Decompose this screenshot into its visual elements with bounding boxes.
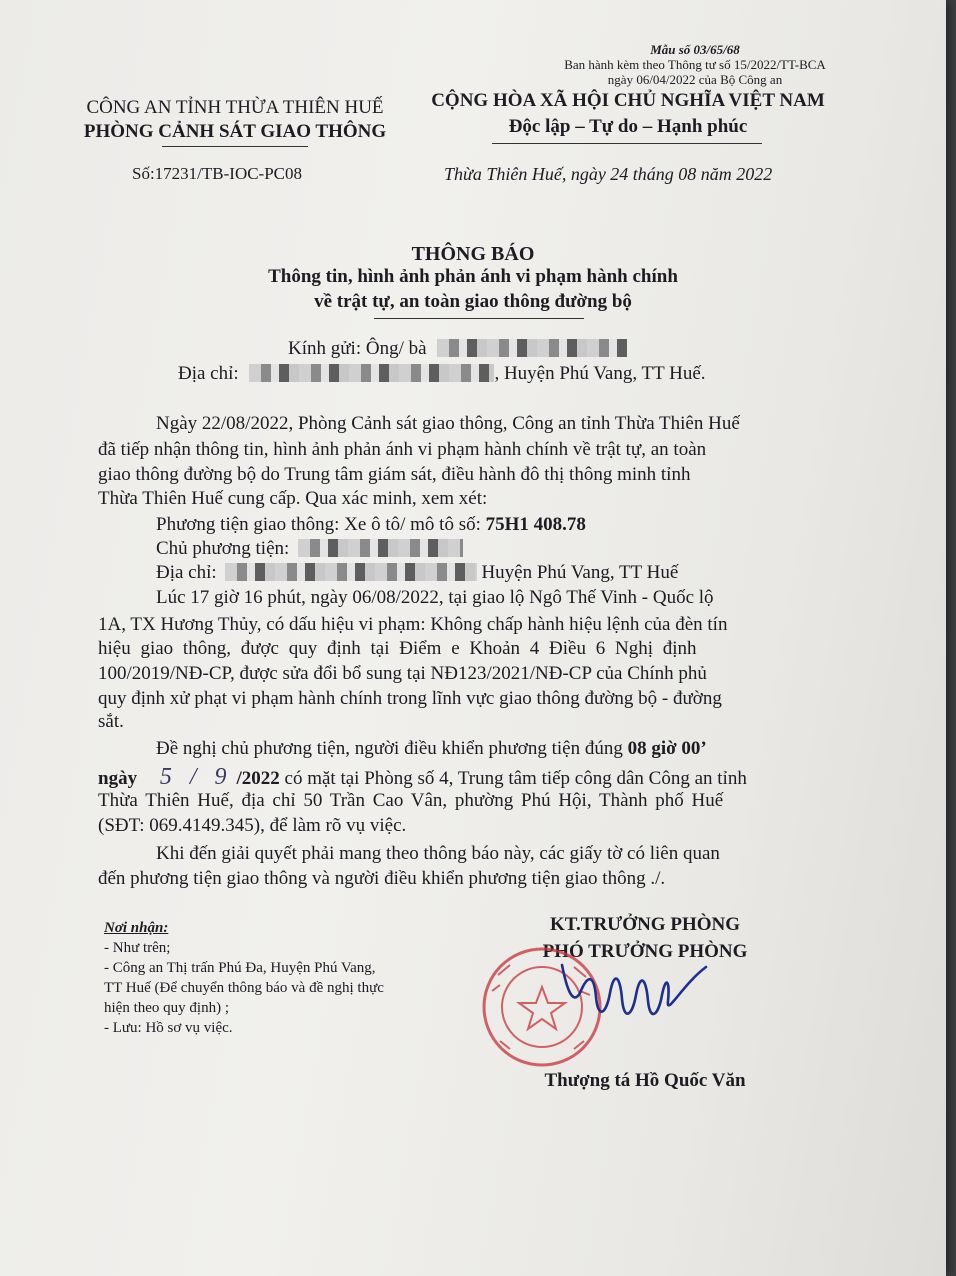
- signature-scribble: [562, 965, 706, 1014]
- intro-line-3: giao thông đường bộ do Trung tâm giám sát, điều hành đô thị thông minh tỉnh: [98, 464, 691, 485]
- closing-line-2: đến phương tiện giao thông và người điều khiển phương tiện giao thông ./.: [98, 868, 666, 889]
- place-date: Thừa Thiên Huế, ngày 24 tháng 08 năm 2022: [444, 164, 773, 184]
- vehicle-label: Phương tiện giao thông: Xe ô tô/ mô tô số:: [156, 514, 481, 535]
- closing-line-1: Khi đến giải quyết phải mang theo thông báo này, các giấy tờ có liên quan: [156, 843, 720, 864]
- violation-line-2: 1A, TX Hương Thủy, có dấu hiệu vi phạm: Không chấp hành hiệu lệnh của đèn tín: [98, 614, 728, 635]
- form-code: Mẫu số 03/65/68: [650, 42, 740, 57]
- nation-name: CỘNG HÒA XÃ HỘI CHỦ NGHĨA VIỆT NAM: [431, 90, 825, 111]
- request-line-4: (SĐT: 069.4149.345), để làm rõ vụ việc.: [98, 815, 407, 836]
- violation-line-5: quy định xử phạt vi phạm hành chính trong lĩnh vực giao thông đường bộ - đường: [98, 688, 722, 709]
- handwritten-date: 5 / 9: [159, 764, 233, 790]
- document-number: Số:17231/TB-IOC-PC08: [132, 164, 303, 183]
- form-issued-line1: Ban hành kèm theo Thông tư số 15/2022/TT-BCA: [564, 57, 826, 72]
- owner-address-line: [156, 562, 678, 584]
- signature-position-2: PHÓ TRƯỞNG PHÒNG: [542, 941, 748, 962]
- document-subtitle-1: Thông tin, hình ảnh phản ánh vi phạm hành chính: [268, 266, 678, 287]
- motto-underline: [492, 143, 762, 144]
- vehicle-plate: 75H1 408.78: [485, 514, 586, 535]
- redacted-address: [249, 364, 494, 382]
- owner-label: Chủ phương tiện:: [156, 538, 290, 559]
- recipient-item-1: - Như trên;: [104, 940, 171, 956]
- owner-line: [156, 538, 463, 560]
- request-day-label: ngày: [98, 768, 138, 789]
- salutation-line: [288, 338, 627, 360]
- request-line-2-text: có mặt tại Phòng số 4, Trung tâm tiếp công dân Công an tỉnh: [284, 768, 747, 789]
- issuer-underline: [162, 146, 308, 147]
- recipient-item-2-line-1: - Công an Thị trấn Phú Đa, Huyện Phú Vang,: [104, 960, 376, 976]
- owner-address-label: Địa chỉ:: [156, 562, 217, 583]
- request-line-1-text: Đề nghị chủ phương tiện, người điều khiển phương tiện đúng: [156, 738, 623, 759]
- request-year: /2022: [236, 768, 280, 789]
- recipients-heading: Nơi nhận:: [104, 920, 169, 936]
- subtitle-underline: [374, 318, 584, 319]
- intro-line-2: đã tiếp nhận thông tin, hình ảnh phản ánh vi phạm hành chính về trật tự, an toàn: [98, 439, 707, 460]
- owner-address-tail: Huyện Phú Vang, TT Huế: [481, 562, 679, 583]
- redacted-owner-address: [225, 563, 477, 581]
- violation-line-6: sắt.: [98, 711, 124, 732]
- form-issued-line2: ngày 06/04/2022 của Bộ Công an: [607, 72, 783, 87]
- salutation: Kính gửi: Ông/ bà: [288, 338, 427, 359]
- address-label: Địa chỉ:: [178, 363, 239, 384]
- violation-line-3: hiệu giao thông, được quy định tại Điểm e Khoản 4 Điều 6 Nghị định: [98, 638, 697, 659]
- addressee-address-line: [178, 363, 706, 385]
- recipient-item-2-line-3: hiện theo quy định) ;: [104, 1000, 229, 1016]
- recipient-item-3: - Lưu: Hồ sơ vụ việc.: [104, 1020, 233, 1036]
- official-seal-graphic: [484, 949, 600, 1065]
- document-subtitle-2: về trật tự, an toàn giao thông đường bộ: [314, 291, 632, 312]
- document-title: THÔNG BÁO: [411, 243, 535, 265]
- redacted-owner: [298, 539, 463, 557]
- request-line-3: Thừa Thiên Huế, địa chỉ 50 Trần Cao Vân, phường Phú Hội, Thành phố Huế: [98, 790, 724, 811]
- violation-line-1: Lúc 17 giờ 16 phút, ngày 06/08/2022, tại giao lộ Ngô Thế Vinh - Quốc lộ: [156, 587, 714, 608]
- redacted-name: [437, 339, 627, 357]
- form-code-block: [560, 42, 830, 87]
- recipient-item-2-line-2: TT Huế (Để chuyển thông báo và đề nghị thực: [104, 980, 384, 996]
- intro-line-4: Thừa Thiên Huế cung cấp. Qua xác minh, xem xét:: [98, 488, 488, 509]
- issuer-org: CÔNG AN TỈNH THỪA THIÊN HUẾ: [86, 97, 384, 118]
- signer-name: Thượng tá Hồ Quốc Văn: [544, 1070, 746, 1091]
- intro-line-1: Ngày 22/08/2022, Phòng Cảnh sát giao thông, Công an tỉnh Thừa Thiên Huế: [156, 413, 740, 434]
- recipients-block: [104, 918, 384, 1038]
- issuer-department: PHÒNG CẢNH SÁT GIAO THÔNG: [83, 121, 387, 142]
- address-tail: , Huyện Phú Vang, TT Huế.: [494, 363, 706, 384]
- request-line-1: [156, 738, 707, 760]
- signature-position-1: KT.TRƯỞNG PHÒNG: [550, 914, 740, 935]
- seal-and-signature: [470, 945, 800, 1075]
- nation-motto: Độc lập – Tự do – Hạnh phúc: [508, 116, 748, 137]
- vehicle-line: [156, 514, 586, 536]
- violation-line-4: 100/2019/NĐ-CP, được sửa đổi bổ sung tại NĐ123/2021/NĐ-CP của Chính phủ: [98, 663, 707, 684]
- request-line-2: [98, 764, 747, 791]
- request-time: 08 giờ 00’: [627, 738, 707, 759]
